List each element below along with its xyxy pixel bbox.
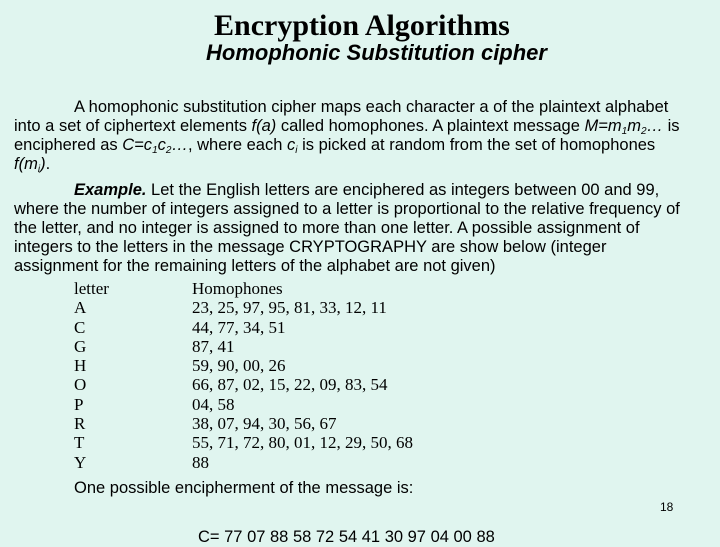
table-row xyxy=(74,453,413,472)
header-homophones: Homophones xyxy=(192,279,283,298)
homophone-table xyxy=(74,279,413,472)
table-row xyxy=(74,414,413,433)
example-text: Let the English letters are enciphered as integers between 00 and 99, where the number of integers assigned to a letter is proportional to the relative frequency of the letter, and no integer is assigned to more than one letter. A possible assignment of integers to the letters in the message CRYPTOGRAPHY are show below (integer assignment for the remaining letters of the alphabet are not given) xyxy=(14,181,680,275)
fmi: f(m xyxy=(14,155,38,173)
fmi-math xyxy=(14,155,46,173)
fmi-sub: i xyxy=(37,164,41,175)
c-sub2: 2 xyxy=(165,145,172,156)
row-homophones: 66, 87, 02, 15, 22, 09, 83, 54 xyxy=(192,375,388,395)
para1-text-5: is picked at random from the set of homophones xyxy=(297,136,656,154)
ciphertext: C= 77 07 88 58 72 54 41 30 97 04 00 88 xyxy=(198,528,495,546)
m-sub2: 2 xyxy=(640,126,647,137)
table-row xyxy=(74,318,413,337)
row-homophones: 55, 71, 72, 80, 01, 12, 29, 50, 68 xyxy=(192,433,413,453)
c-eq: C=c xyxy=(122,136,153,154)
m-eq: M=m xyxy=(584,117,622,135)
table-row xyxy=(74,337,413,356)
fa-math: f(a) xyxy=(251,117,277,135)
para1-text-2: called homophones. A plaintext message xyxy=(276,117,585,135)
c-dots: … xyxy=(171,136,188,154)
row-letter: A xyxy=(74,298,87,318)
definition-paragraph xyxy=(14,98,694,174)
row-homophones: 23, 25, 97, 95, 81, 33, 12, 11 xyxy=(192,298,387,318)
para1-text-6: . xyxy=(45,155,51,173)
para1-text-1: A homophonic substitution cipher maps each character a of the plaintext alphabet into a set of ciphertext elements xyxy=(14,98,669,135)
row-letter: T xyxy=(74,433,85,453)
example-label: Example. xyxy=(74,181,147,199)
para1-text-4: , where each xyxy=(187,136,287,154)
row-letter: G xyxy=(74,336,87,356)
row-homophones: 87, 41 xyxy=(192,336,235,356)
row-letter: H xyxy=(74,356,87,376)
row-homophones: 38, 07, 94, 30, 56, 67 xyxy=(192,414,337,434)
row-letter: P xyxy=(74,394,84,414)
example-paragraph xyxy=(14,181,694,276)
m-mid: m xyxy=(627,117,641,135)
table-row xyxy=(74,375,413,394)
ci: c xyxy=(287,136,296,154)
m-sub1: 1 xyxy=(621,126,628,137)
m-dots: … xyxy=(646,117,663,135)
slide-subtitle: Homophonic Substitution cipher xyxy=(206,40,547,65)
message-math xyxy=(585,117,664,135)
table-header xyxy=(74,279,413,298)
closing-text: One possible encipherment of the message is: xyxy=(74,479,414,497)
table-row xyxy=(74,356,413,375)
ci-sub: i xyxy=(295,145,298,156)
row-letter: C xyxy=(74,317,86,337)
row-homophones: 04, 58 xyxy=(192,394,235,414)
para1-text-3: is enciphered as xyxy=(14,117,680,154)
row-homophones: 44, 77, 34, 51 xyxy=(192,317,286,337)
row-letter: Y xyxy=(74,452,87,472)
slide-title: Encryption Algorithms xyxy=(214,9,510,42)
row-homophones: 88 xyxy=(192,452,209,472)
page-number: 18 xyxy=(660,500,674,514)
c-mid: c xyxy=(157,136,166,154)
table-row xyxy=(74,433,413,452)
c-sub1: 1 xyxy=(152,145,158,156)
row-letter: R xyxy=(74,414,86,434)
fmi-close: ) xyxy=(40,155,46,173)
row-homophones: 59, 90, 00, 26 xyxy=(192,356,286,376)
table-row xyxy=(74,298,413,317)
ci-math xyxy=(287,136,297,154)
cipher-math xyxy=(122,136,188,154)
header-letter: letter xyxy=(74,279,109,298)
row-letter: O xyxy=(74,375,87,395)
table-row xyxy=(74,395,413,414)
